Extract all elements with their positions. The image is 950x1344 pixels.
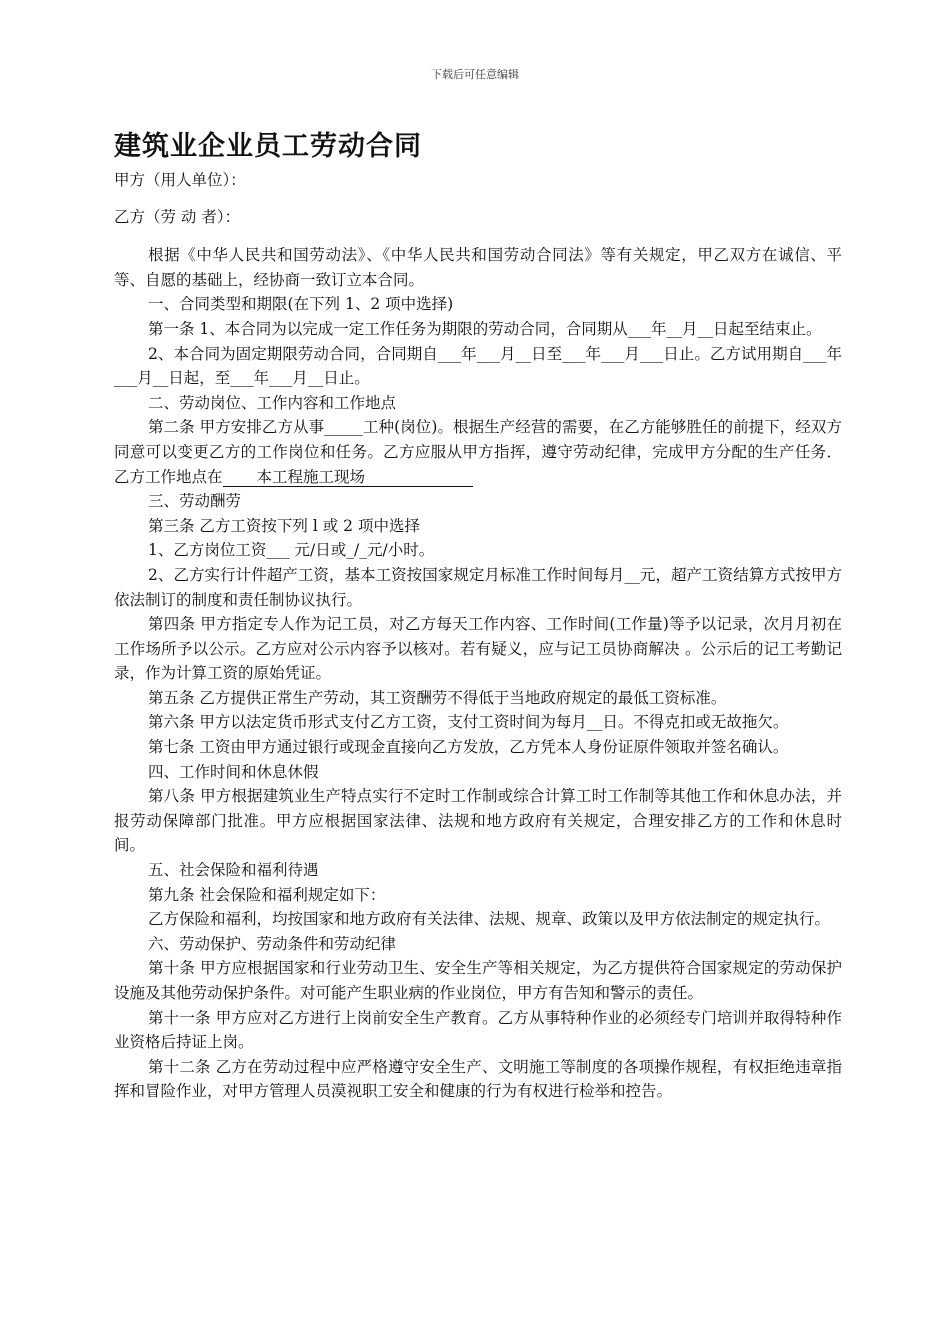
preamble: 根据《中华人民共和国劳动法》、《中华人民共和国劳动合同法》等有关规定，甲乙双方在诚信、平等、自愿的基础上，经协商一致订立本合同。 bbox=[114, 246, 842, 289]
article-1-item-1: 第一条 1、本合同为以完成一定工作任务为期限的劳动合同，合同期从___年__月__日起至结束止。 bbox=[148, 319, 822, 338]
work-location-field: 本工程施工现场 bbox=[223, 469, 473, 487]
article-5: 第五条 乙方提供正常生产劳动，其工资酬劳不得低于当地政府规定的最低工资标准。 bbox=[148, 688, 727, 707]
contract-body bbox=[114, 168, 842, 1104]
section-1-heading: 一、合同类型和期限(在下列 1、2 项中选择) bbox=[148, 295, 454, 314]
article-9-text: 乙方保险和福利，均按国家和地方政府有关法律、法规、规章、政策以及甲方依法制定的规定执行。 bbox=[148, 910, 831, 929]
section-6-heading: 六、劳动保护、劳动条件和劳动纪律 bbox=[148, 934, 397, 953]
article-11: 第十一条 甲方应对乙方进行上岗前安全生产教育。乙方从事特种作业的必须经专门培训并取得特种作业资格后持证上岗。 bbox=[114, 1008, 842, 1052]
article-7: 第七条 工资由甲方通过银行或现金直接向乙方发放，乙方凭本人身份证原件领取并签名确认。 bbox=[148, 738, 789, 757]
article-2 bbox=[114, 415, 842, 489]
article-10: 第十条 甲方应根据国家和行业劳动卫生、安全生产等相关规定，为乙方提供符合国家规定的劳动保护设施及其他劳动保护条件。对可能产生职业病的作业岗位，甲方有告知和警示的责任。 bbox=[114, 959, 842, 1002]
article-2-text: 第二条 甲方安排乙方从事_____工种(岗位)。根据生产经营的需要，在乙方能够胜任的前提下，经双方同意可以变更乙方的工作岗位和任务。乙方应服从甲方指挥，遵守劳动纪律，完成甲方分配的生产任务．乙方工作地点在 bbox=[114, 418, 842, 486]
party-a-line: 甲方（用人单位）： bbox=[114, 171, 246, 189]
document-title: 建筑业企业员工劳动合同 bbox=[114, 131, 422, 162]
article-6: 第六条 甲方以法定货币形式支付乙方工资，支付工资时间为每月__日。不得克扣或无故拖欠。 bbox=[148, 713, 789, 732]
section-4-heading: 四、工作时间和休息休假 bbox=[148, 762, 319, 781]
article-3-intro: 第三条 乙方工资按下列 l 或 2 项中选择 bbox=[148, 516, 420, 535]
section-2-heading: 二、劳动岗位、工作内容和工作地点 bbox=[148, 393, 397, 412]
party-b-line: 乙方（劳 动 者）： bbox=[114, 207, 241, 226]
article-3-item-1: 1、乙方岗位工资___ 元/日或_/_元/小时。 bbox=[148, 541, 435, 560]
article-8: 第八条 甲方根据建筑业生产特点实行不定时工作制或综合计算工时工作制等其他工作和休息办法，并报劳动保障部门批准。甲方应根据国家法律、法规和地方政府有关规定，合理安排乙方的工作和休息时间。 bbox=[114, 787, 842, 855]
article-3-item-2: 2、乙方实行计件超产工资，基本工资按国家规定月标准工作时间每月__元，超产工资结算方式按甲方依法制订的制度和责任制协议执行。 bbox=[114, 565, 842, 609]
article-12: 第十二条 乙方在劳动过程中应严格遵守安全生产、文明施工等制度的各项操作规程，有权拒绝违章指挥和冒险作业，对甲方管理人员漠视职工安全和健康的行为有权进行检举和控告。 bbox=[114, 1057, 842, 1101]
section-5-heading: 五、社会保险和福利待遇 bbox=[148, 861, 319, 880]
article-9-intro: 第九条 社会保险和福利规定如下： bbox=[148, 885, 386, 904]
section-3-heading: 三、劳动酬劳 bbox=[148, 492, 242, 511]
page-header: 下载后可任意编辑 bbox=[431, 68, 519, 81]
article-4: 第四条 甲方指定专人作为记工员，对乙方每天工作内容、工作时间(工作量)等予以记录，次月月初在工作场所予以公示。乙方应对公示内容予以核对。若有疑义，应与记工员协商解决 。公示后的记工考勤记录，作为计算工资的原始凭证。 bbox=[114, 615, 842, 683]
article-1-item-2: 2、本合同为固定期限劳动合同，合同期自___年___月__日至___年___月___日止。乙方试用期自___年___月__日起，至___年___月__日止。 bbox=[114, 344, 842, 388]
